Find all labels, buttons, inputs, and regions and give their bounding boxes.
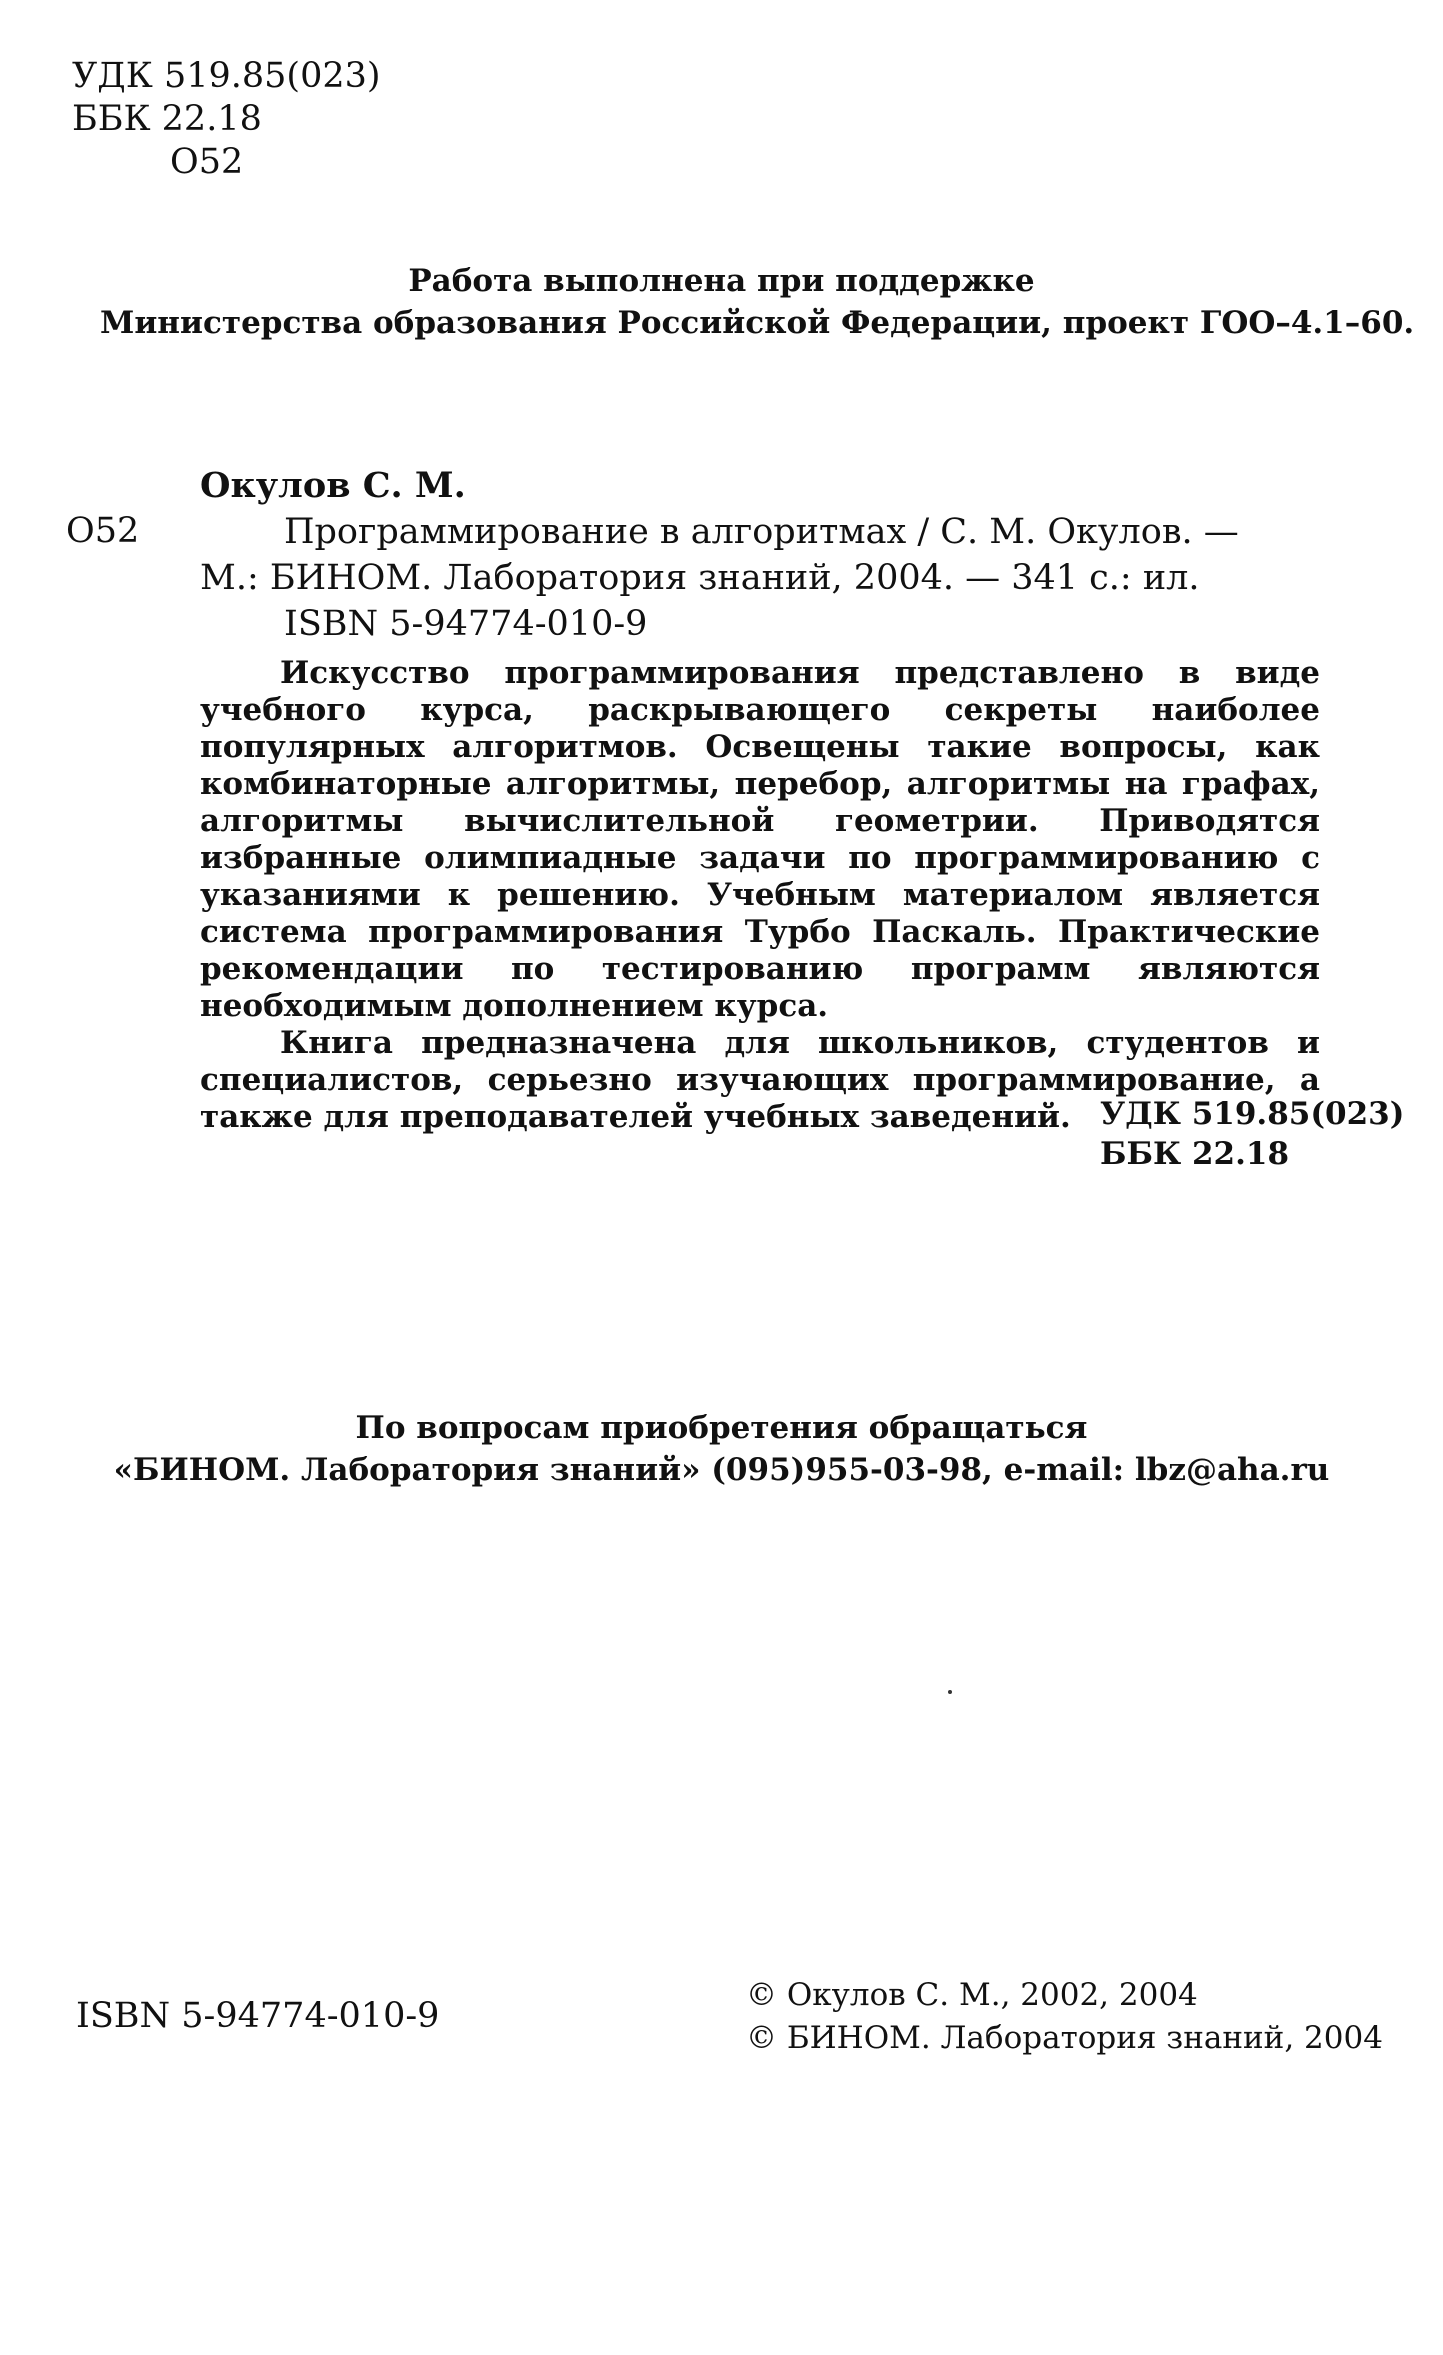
catalog-title-line-1: Программирование в алгоритмах / С. М. Окулов. — [284, 512, 1239, 552]
copyright-block [746, 1977, 1383, 2063]
top-udk: УДК 519.85(023) [72, 56, 381, 96]
copyright-line-1: © Окулов С. М., 2002, 2004 [746, 1977, 1198, 2013]
annotation-paragraph-1: Искусство программирования представлено в виде учебного курса, раскрывающего секреты наиболее популярных алгоритмов. Освещены такие вопросы, как комбинаторные алгоритмы, перебор, алгоритмы на графах, алгоритмы вычислительной геометрии. Приводятся избранные олимпиадные задачи по программированию с указаниями к решению. Учебным материалом является система программирования Турбо Паскаль. Практические рекомендации по тестированию программ являются необходимым дополнением курса. [200, 655, 1320, 1024]
print-dot [948, 1690, 952, 1694]
contact-line-2: «БИНОМ. Лаборатория знаний» (095)955-03-98, e-mail: lbz@aha.ru [113, 1452, 1330, 1488]
support-line-2: Министерства образования Российской Федерации, проект ГОО–4.1–60. [100, 305, 1415, 341]
top-bbk: ББК 22.18 [72, 99, 262, 139]
support-line-1: Работа выполнена при поддержке [408, 263, 1035, 299]
catalog-code: О52 [66, 511, 140, 551]
right-udk: УДК 519.85(023) [1100, 1096, 1405, 1132]
right-classification-codes [1100, 1096, 1404, 1176]
copyright-line-2: © БИНОМ. Лаборатория знаний, 2004 [746, 2020, 1383, 2056]
top-classification-codes [72, 55, 381, 184]
catalog-author: Окулов С. М. [200, 465, 466, 506]
annotation-paragraph-2: Книга предназначена для школьников, студентов и специалистов, серьезно изучающих программирование, а также для преподавателей учебных заведений. [200, 1025, 1320, 1135]
catalog-entry [200, 465, 1320, 649]
footer-isbn: ISBN 5-94774-010-9 [76, 1996, 440, 2036]
catalog-isbn: ISBN 5-94774-010-9 [284, 604, 648, 644]
top-code: О52 [170, 142, 244, 182]
catalog-title-line-2: М.: БИНОМ. Лаборатория знаний, 2004. — 341 с.: ил. [200, 558, 1200, 598]
contact-info [100, 1410, 1343, 1494]
right-bbk: ББК 22.18 [1100, 1136, 1290, 1172]
support-notice [100, 263, 1415, 347]
annotation [200, 655, 1320, 1136]
contact-line-1: По вопросам приобретения обращаться [355, 1410, 1088, 1446]
